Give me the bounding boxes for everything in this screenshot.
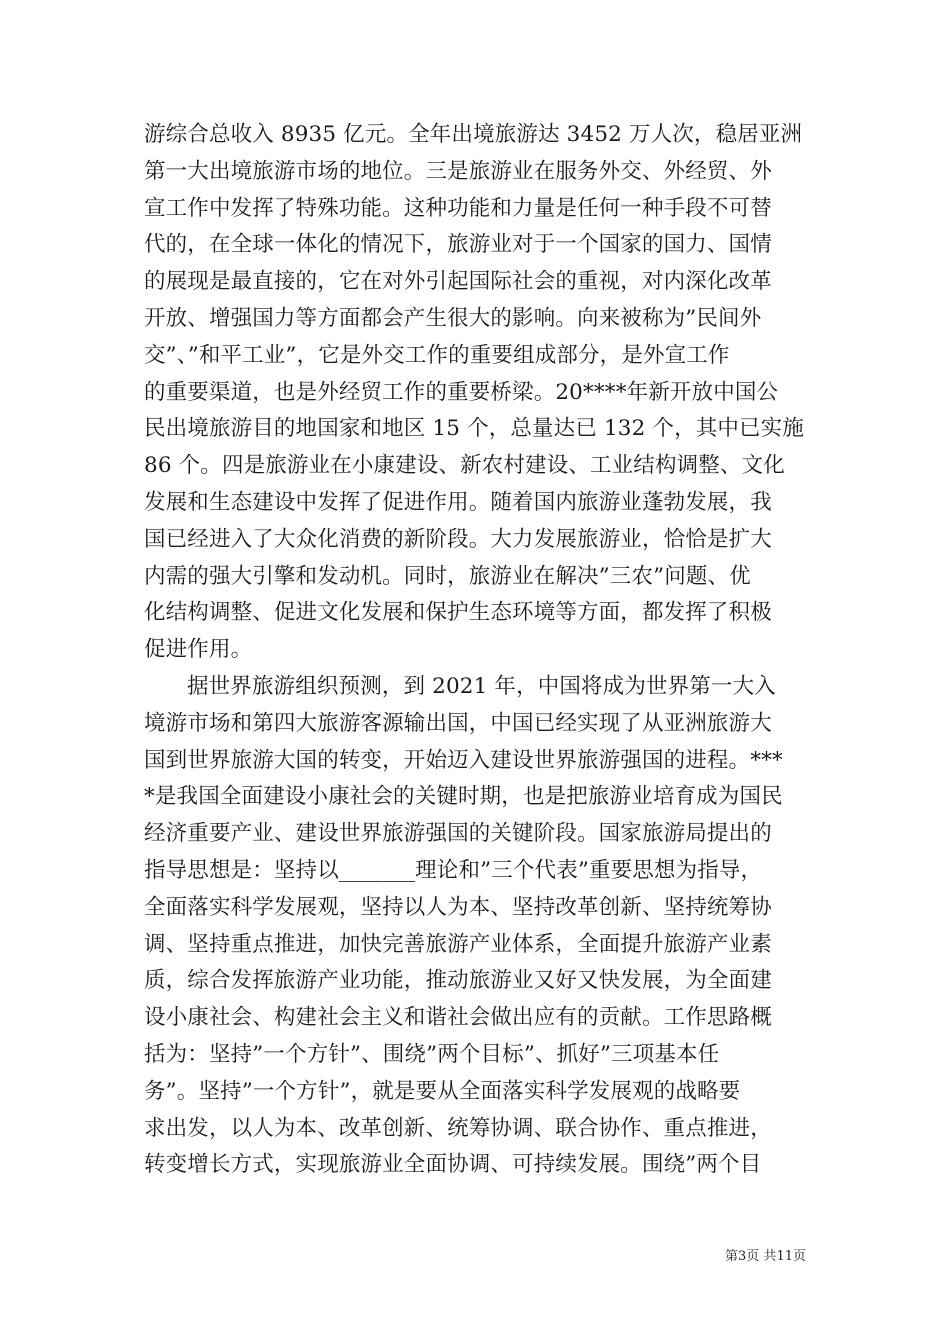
text-line: 转变增长方式，实现旅游业全面协调、可持续发展。围绕”两个目: [144, 1152, 762, 1178]
text-line: 化结构调整、促进文化发展和保护生态环境等方面，都发挥了积极: [144, 600, 772, 626]
text-line: 境游市场和第四大旅游客源输出国，中国已经实现了从亚洲旅游大: [144, 710, 772, 736]
text-line: 国到世界旅游大国的转变，开始迈入建设世界旅游强国的进程。***: [144, 747, 783, 773]
page-footer: [0, 1245, 806, 1264]
text-line: *是我国全面建设小康社会的关键时期，也是把旅游业培育成为国民: [144, 784, 783, 810]
text-line: 国已经进入了大众化消费的新阶段。大力发展旅游业，恰恰是扩大: [144, 526, 772, 552]
text-line: 民出境旅游目的地国家和地区 15 个，总量达已 132 个，其中已实施: [144, 416, 804, 442]
text-line: 促进作用。: [144, 637, 253, 663]
text-line: 指导思想是：坚持以_______理论和”三个代表”重要思想为指导，: [144, 857, 763, 883]
text-line: 据世界旅游组织预测，到 2021 年，中国将成为世界第一大入: [187, 673, 776, 699]
text-line: 设小康社会、构建社会主义和谐社会做出应有的贡献。工作思路概: [144, 1005, 772, 1031]
text-line: 交”、”和平工业”，它是外交工作的重要组成部分，是外宣工作: [144, 342, 730, 368]
paragraph: [144, 117, 808, 669]
text-line: 游综合总收入 8935 亿元。全年出境旅游达 3452 万人次，稳居亚洲: [144, 122, 803, 147]
text-line: 务”。坚持”一个方针”，就是要从全面落实科学发展观的战略要: [144, 1078, 741, 1104]
total-pages-number: 11: [776, 1249, 793, 1264]
page-number-suffix: 页: [792, 1249, 806, 1264]
text-line: 经济重要产业、建设世界旅游强国的关键阶段。国家旅游局提出的: [144, 821, 772, 847]
text-line: 全面落实科学发展观，坚持以人为本、坚持改革创新、坚持统筹协: [144, 894, 772, 920]
page-number-middle: 页 共: [746, 1249, 777, 1264]
text-line: 的展现是最直接的，它在对外引起国际社会的重视，对内深化改革: [144, 269, 772, 295]
text-line: 的重要渠道，也是外经贸工作的重要桥梁。20****年新开放中国公: [144, 379, 779, 405]
text-line: 代的，在全球一体化的情况下，旅游业对于一个国家的国力、国情: [144, 232, 772, 258]
text-line: 发展和生态建设中发挥了促进作用。随着国内旅游业蓬勃发展，我: [144, 489, 772, 515]
body-text: [144, 117, 808, 1184]
current-page-number: 3: [738, 1249, 747, 1264]
text-line: 内需的强大引擎和发动机。同时，旅游业在解决”三农”问题、优: [144, 563, 751, 589]
text-line: 第一大出境旅游市场的地位。三是旅游业在服务外交、外经贸、外: [144, 158, 772, 184]
text-line: 宣工作中发挥了特殊功能。这种功能和力量是任何一种手段不可替: [144, 195, 772, 221]
text-line: 86 个。四是旅游业在小康建设、新农村建设、工业结构调整、文化: [144, 453, 785, 479]
text-line: 求出发，以人为本、改革创新、统筹协调、联合协作、重点推进，: [144, 1115, 772, 1141]
text-line: 开放、增强国力等方面都会产生很大的影响。向来被称为”民间外: [144, 305, 762, 331]
paragraph: [144, 669, 808, 1184]
text-line: 调、坚持重点推进，加快完善旅游产业体系，全面提升旅游产业素: [144, 931, 772, 957]
page-number-prefix: 第: [725, 1249, 739, 1264]
text-line: 质，综合发挥旅游产业功能，推动旅游业又好又快发展，为全面建: [144, 968, 772, 994]
text-line: 括为：坚持”一个方针”、围绕”两个目标”、抓好”三项基本任: [144, 1041, 720, 1067]
